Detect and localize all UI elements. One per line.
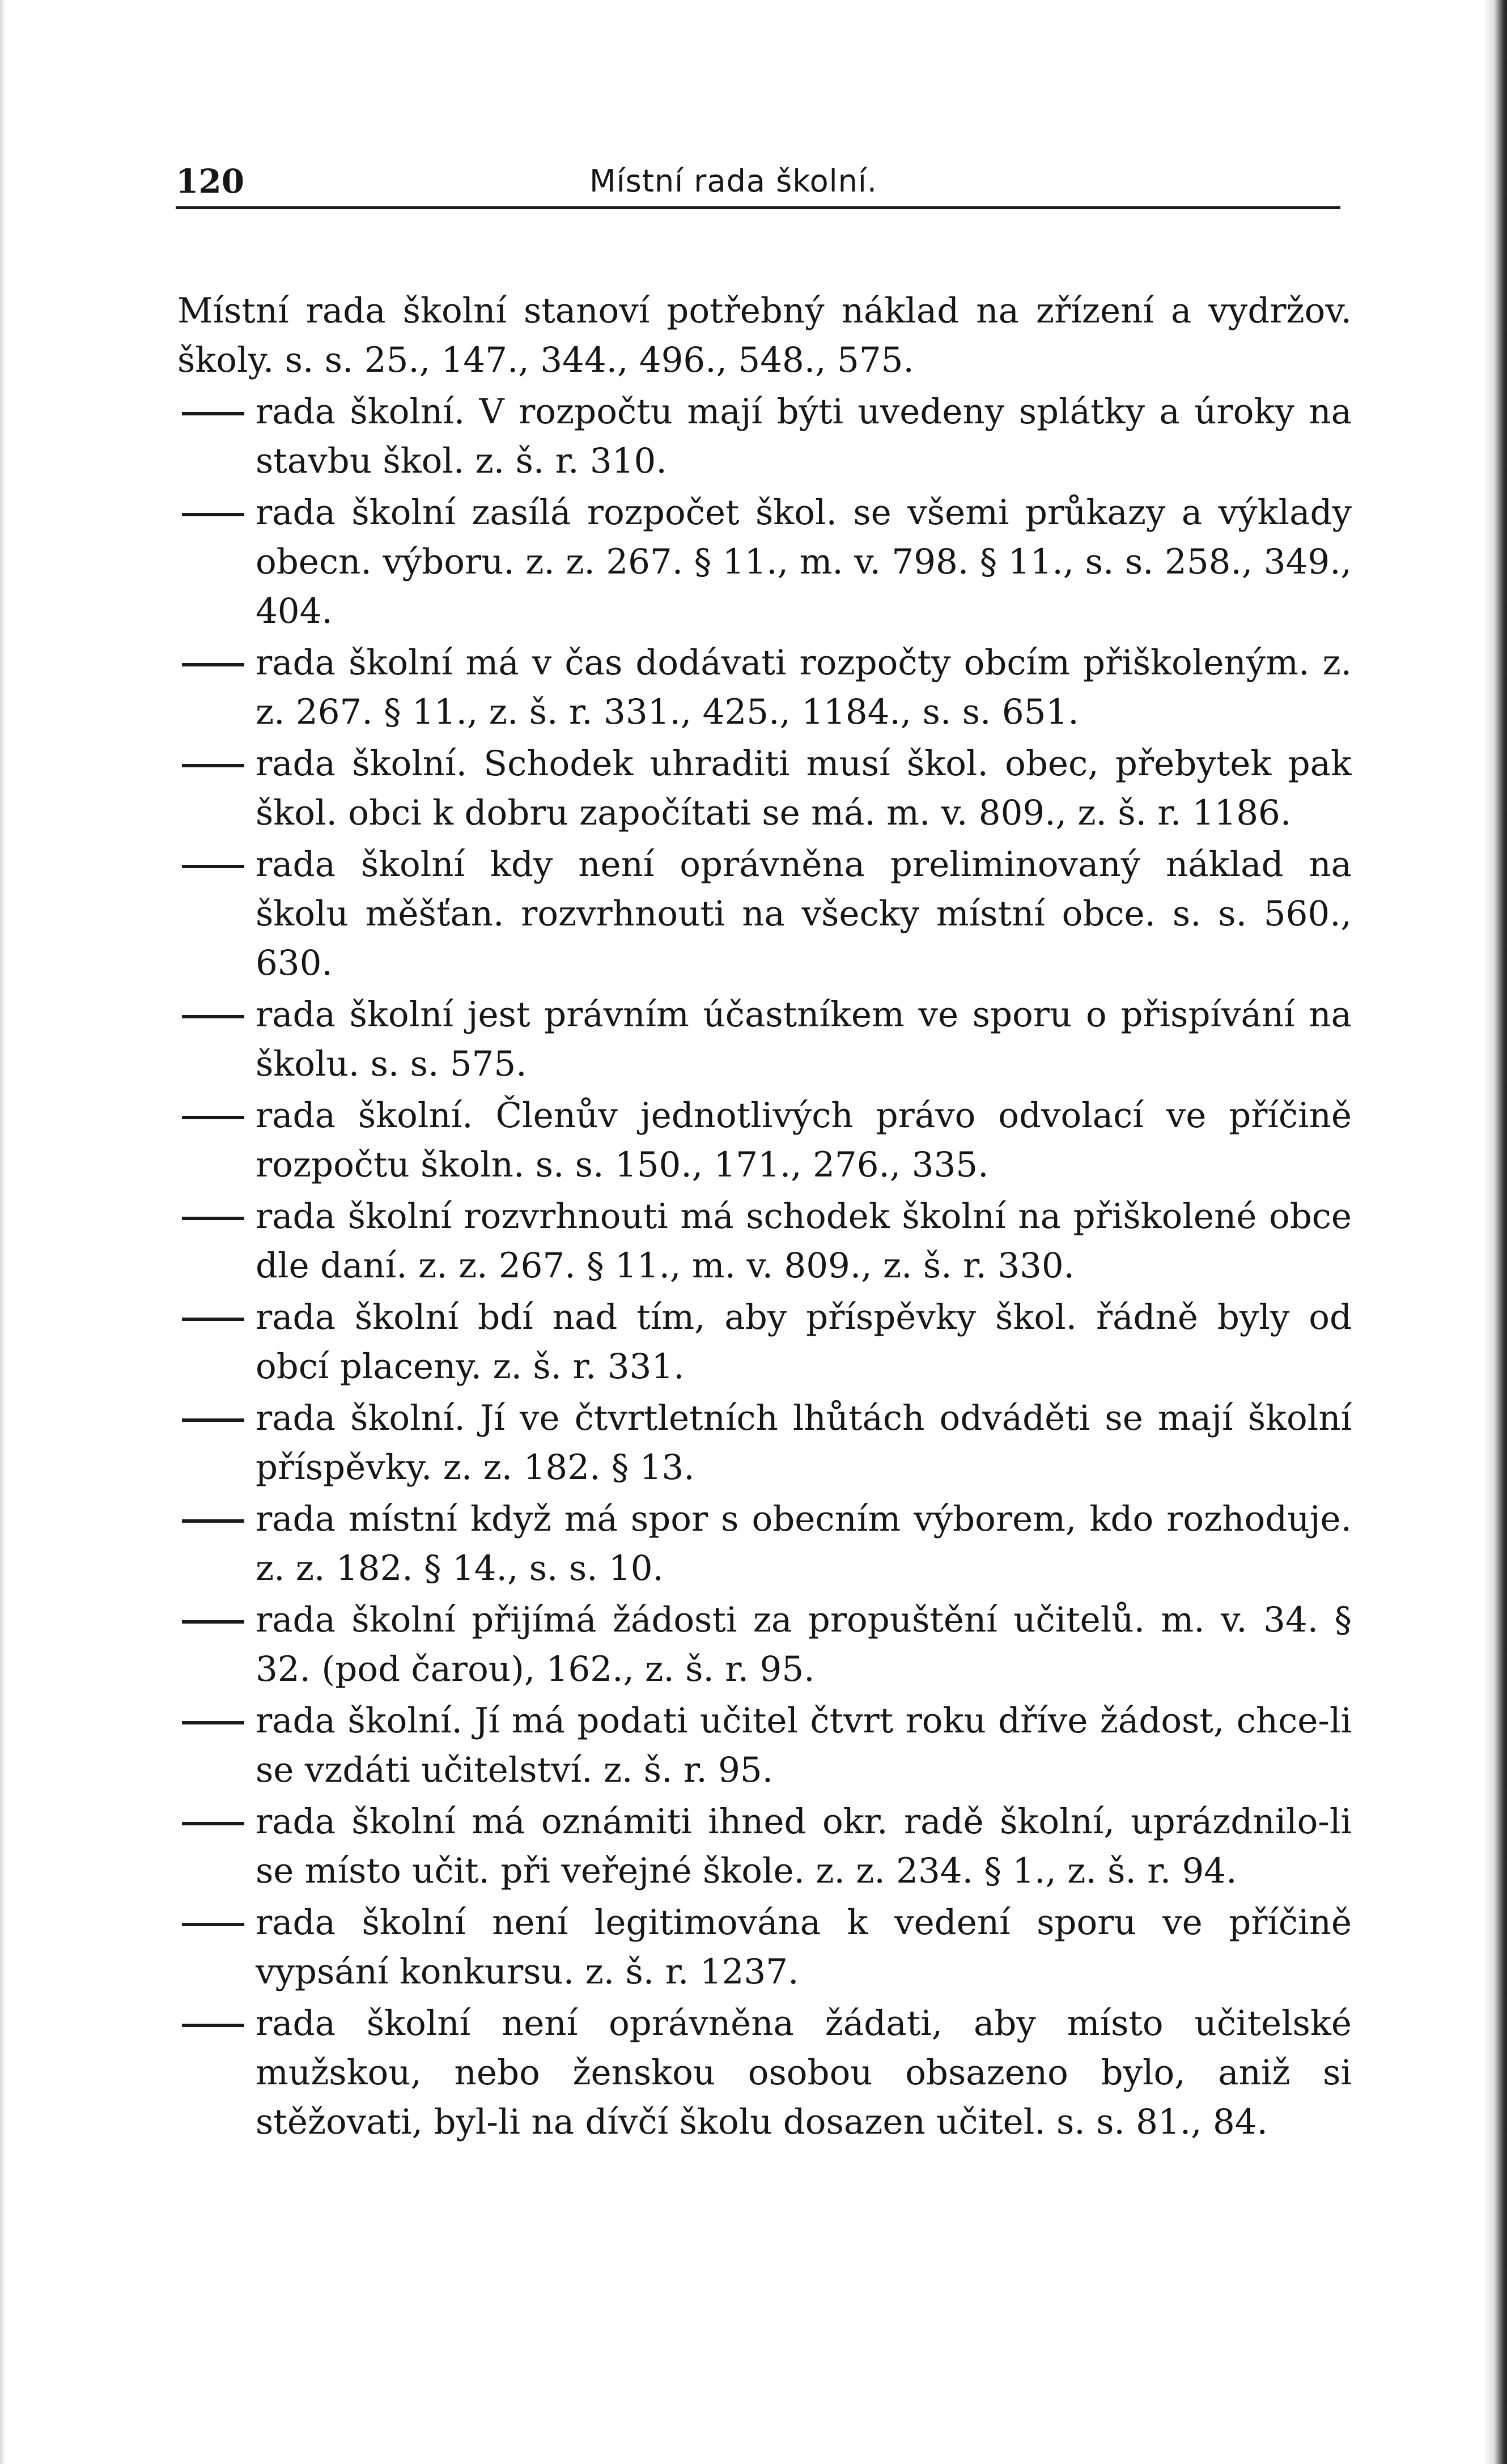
index-entry: [177, 638, 1352, 737]
entry-dash: [182, 1217, 244, 1220]
index-entry: [177, 990, 1352, 1089]
entry-text: Místní rada školní stanoví potřebný náklad na zřízení a vydržov. školy. s. s. 25., 147., 344., 496., 548., 575.: [177, 291, 1352, 380]
entry-text: rada školní zasílá rozpočet škol. se všemi průkazy a výklady obecn. výboru. z. z. 267. § 11., m. v. 798. § 11., s. s. 258., 349., 404.: [256, 492, 1352, 631]
index-entry: [177, 840, 1352, 988]
entry-dash: [182, 513, 244, 516]
entry-text: rada školní. Jí ve čtvrtletních lhůtách odváděti se mají školní příspěvky. z. z. 182. § 13.: [256, 1398, 1352, 1488]
index-entry: [177, 387, 1352, 486]
entry-text: rada školní přijímá žádosti za propuštění učitelů. m. v. 34. § 32. (pod čarou), 162., z. š. r. 95.: [256, 1600, 1352, 1689]
index-entry: [177, 1293, 1352, 1391]
entry-text: rada školní má oznámiti ihned okr. radě školní, uprázdnilo-li se místo učit. při veřejné škole. z. z. 234. § 1., z. š. r. 94.: [256, 1802, 1352, 1891]
entry-text: rada školní. Schodek uhraditi musí škol. obec, přebytek pak škol. obci k dobru započítati se má. m. v. 809., z. š. r. 1186.: [256, 744, 1352, 833]
entry-dash: [182, 1418, 244, 1422]
page-header: [176, 160, 1349, 211]
entry-dash: [182, 1015, 244, 1018]
index-entry: [177, 1192, 1352, 1290]
entry-text: rada školní. Členův jednotlivých právo odvolací ve příčině rozpočtu školn. s. s. 150., 171., 276., 335.: [256, 1095, 1352, 1185]
entry-dash: [182, 1318, 244, 1321]
entry-dash: [182, 865, 244, 868]
entry-text: rada školní bdí nad tím, aby příspěvky škol. řádně byly od obcí placeny. z. š. r. 331.: [256, 1297, 1352, 1387]
page-left-edge: [0, 0, 6, 2464]
entry-dash: [182, 1116, 244, 1119]
index-entry: [177, 286, 1352, 385]
entry-dash: [182, 412, 244, 415]
entry-text: rada školní. Jí má podati učitel čtvrt roku dříve žádost, chce-li se vzdáti učitelství. z. š. r. 95.: [256, 1701, 1352, 1790]
index-entry: [177, 1595, 1352, 1694]
entry-dash: [182, 1721, 244, 1724]
entry-dash: [182, 663, 244, 666]
entry-dash: [182, 1822, 244, 1825]
header-rule: [176, 206, 1340, 209]
entry-text: rada školní. V rozpočtu mají býti uvedeny splátky a úroky na stavbu škol. z. š. r. 310.: [256, 392, 1352, 481]
index-entries: [177, 286, 1352, 2149]
entry-dash: [182, 1519, 244, 1523]
page-right-edge: [1484, 0, 1507, 2464]
page-number: 120: [176, 162, 245, 201]
entry-text: rada školní kdy není oprávněna preliminovaný náklad na školu měšťan. rozvrhnouti na všecky místní obce. s. s. 560., 630.: [256, 844, 1352, 983]
entry-text: rada školní jest právním účastníkem ve sporu o přispívání na školu. s. s. 575.: [256, 995, 1352, 1084]
index-entry: [177, 1696, 1352, 1795]
entry-text: rada školní není legitimována k vedení sporu ve příčině vypsání konkursu. z. š. r. 1237.: [256, 1902, 1352, 1992]
entry-text: rada školní má v čas dodávati rozpočty obcím přiškoleným. z. z. 267. § 11., z. š. r. 331., 425., 1184., s. s. 651.: [256, 643, 1352, 732]
index-entry: [177, 488, 1352, 636]
index-entry: [177, 1999, 1352, 2147]
index-entry: [177, 1797, 1352, 1896]
index-entry: [177, 1091, 1352, 1189]
entry-text: rada místní když má spor s obecním výborem, kdo rozhoduje. z. z. 182. § 14., s. s. 10.: [256, 1499, 1352, 1588]
entry-dash: [182, 764, 244, 767]
entry-dash: [182, 1923, 244, 1926]
index-entry: [177, 1494, 1352, 1593]
index-entry: [177, 739, 1352, 838]
entry-text: rada školní není oprávněna žádati, aby místo učitelské mužskou, nebo ženskou osobou obsazeno bylo, aniž si stěžovati, byl-li na dívčí školu dosazen učitel. s. s. 81., 84.: [256, 2003, 1352, 2142]
entry-dash: [182, 1620, 244, 1624]
entry-dash: [182, 2024, 244, 2027]
index-entry: [177, 1898, 1352, 1996]
running-head: Místní rada školní.: [589, 163, 878, 199]
entry-text: rada školní rozvrhnouti má schodek školní na přiškolené obce dle daní. z. z. 267. § 11., m. v. 809., z. š. r. 330.: [256, 1196, 1352, 1286]
index-entry: [177, 1394, 1352, 1492]
